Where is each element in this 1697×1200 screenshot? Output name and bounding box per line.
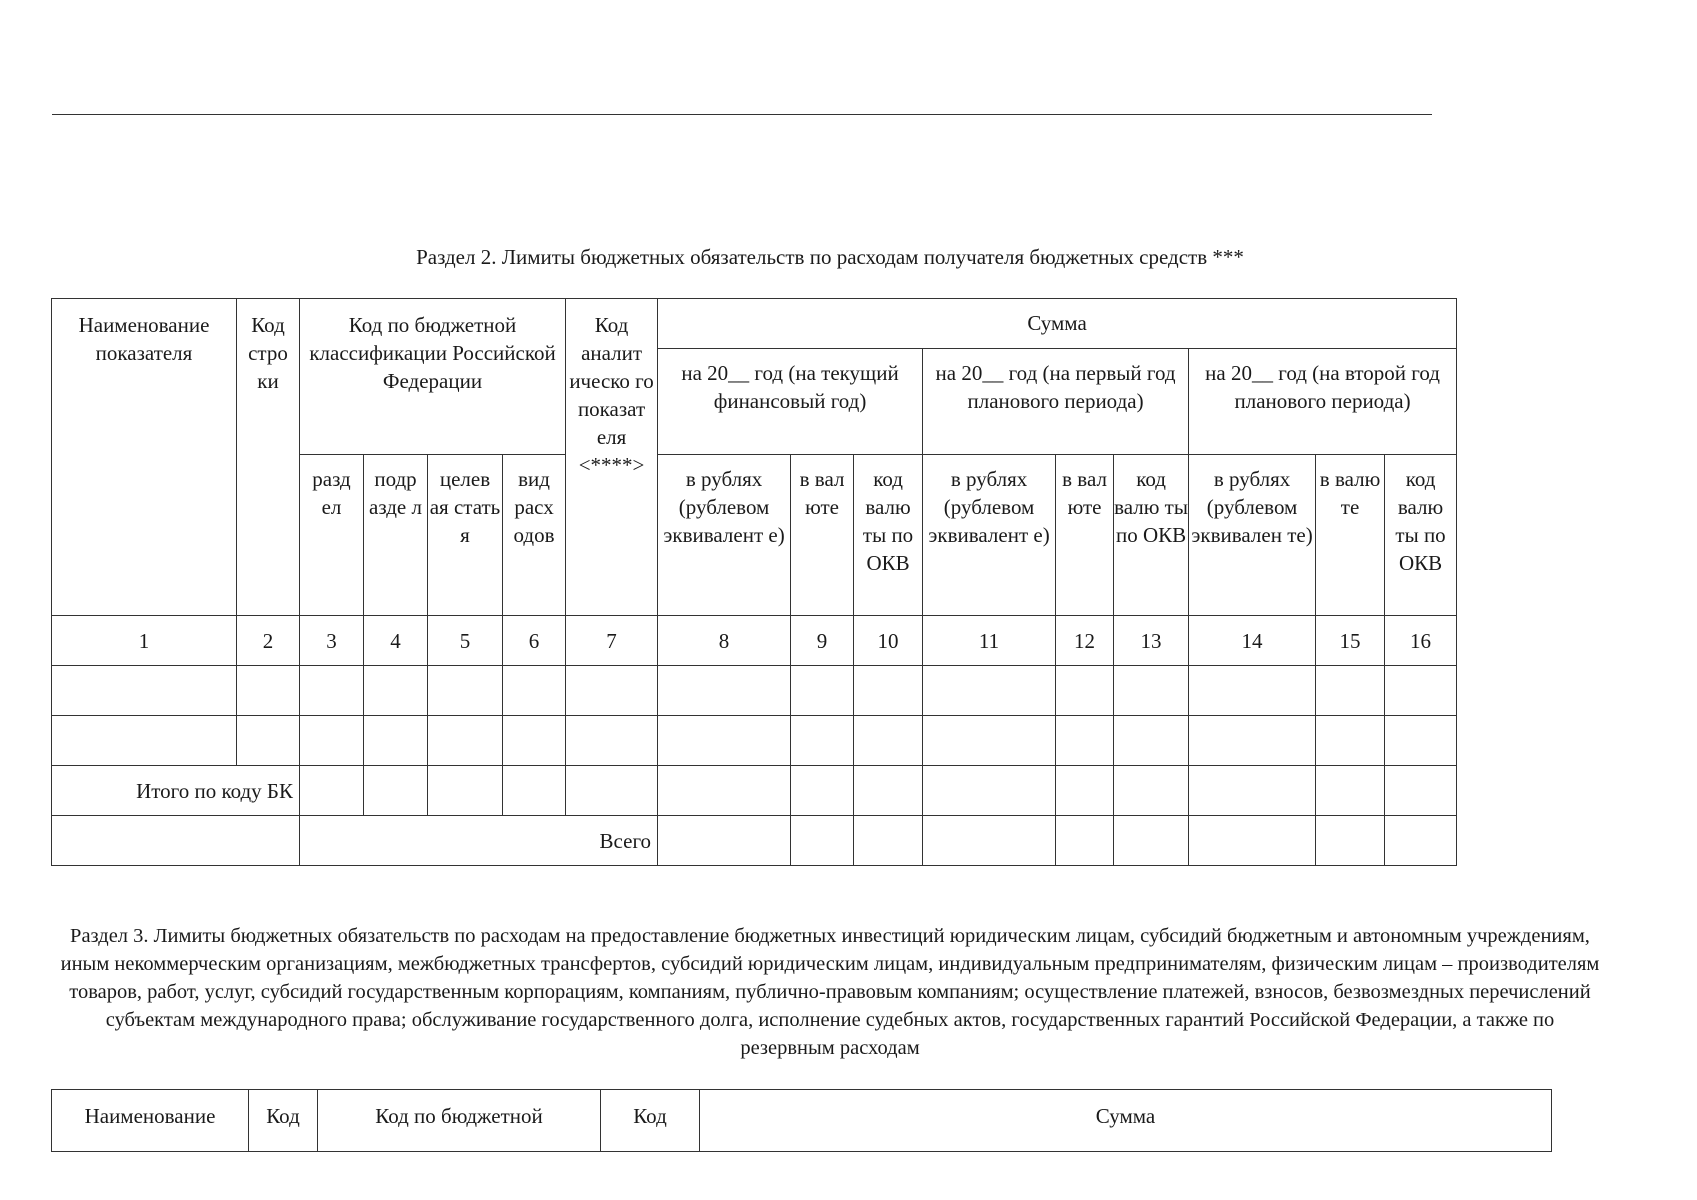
table-cell[interactable] (364, 766, 428, 816)
table-cell[interactable] (300, 766, 364, 816)
table-cell[interactable] (52, 666, 237, 716)
table-cell[interactable] (428, 666, 503, 716)
table-cell[interactable] (854, 666, 923, 716)
column-number: 16 (1385, 616, 1457, 666)
table-row (52, 716, 1457, 766)
header-year-current: на 20__ год (на текущий финансовый год) (658, 349, 923, 455)
table-cell[interactable] (300, 716, 364, 766)
table-cell[interactable] (854, 716, 923, 766)
table-cell[interactable] (1056, 816, 1114, 866)
table-cell[interactable] (791, 816, 854, 866)
total-bk-row (52, 766, 1457, 816)
header-indicator-name: Наименование показателя (52, 299, 237, 616)
column-number: 6 (503, 616, 566, 666)
column-number: 1 (52, 616, 237, 666)
table-cell[interactable] (658, 666, 791, 716)
column-number: 7 (566, 616, 658, 666)
header-currency-3: в валю те (1316, 455, 1385, 616)
table-cell[interactable] (1385, 666, 1457, 716)
table-cell[interactable] (854, 816, 923, 866)
section-2-title: Раздел 2. Лимиты бюджетных обязательств по расходам получателя бюджетных средств *** (416, 245, 1244, 269)
column-number: 3 (300, 616, 364, 666)
table-cell[interactable] (923, 666, 1056, 716)
table-cell[interactable] (1056, 766, 1114, 816)
header-okv-2: код валю ты по ОКВ (1114, 455, 1189, 616)
table-row (52, 666, 1457, 716)
table-cell[interactable] (503, 666, 566, 716)
table-cell[interactable] (1189, 816, 1316, 866)
table-cell[interactable] (1114, 766, 1189, 816)
table-cell[interactable] (428, 716, 503, 766)
table-cell[interactable] (300, 666, 364, 716)
header-expense-type: вид расх одов (503, 455, 566, 616)
table-cell[interactable] (1385, 766, 1457, 816)
top-rule (52, 114, 1432, 115)
header-okv-3: код валю ты по ОКВ (1385, 455, 1457, 616)
column-number: 2 (237, 616, 300, 666)
table-cell[interactable] (1385, 716, 1457, 766)
table-cell[interactable] (923, 766, 1056, 816)
column-number: 4 (364, 616, 428, 666)
header-rub-2: в рублях (рублевом эквивалент е) (923, 455, 1056, 616)
table-cell[interactable] (658, 816, 791, 866)
column-number: 11 (923, 616, 1056, 666)
header-analytic-code: Код аналит ическо го показат еля <****> (566, 299, 658, 616)
header-okv-1: код валю ты по ОКВ (854, 455, 923, 616)
column-number-row (52, 616, 1457, 666)
header-podrazdel: подр азде л (364, 455, 428, 616)
column-number: 10 (854, 616, 923, 666)
table-cell[interactable] (428, 766, 503, 816)
header-rub-1: в рублях (рублевом эквивалент е) (658, 455, 791, 616)
column-number: 9 (791, 616, 854, 666)
header-line-code: Код стро ки (237, 299, 300, 616)
section-3-table (51, 1089, 1552, 1152)
table-cell[interactable] (1189, 716, 1316, 766)
table-cell[interactable] (1189, 766, 1316, 816)
table-cell[interactable] (1056, 716, 1114, 766)
table-cell[interactable] (1189, 666, 1316, 716)
table-cell[interactable] (923, 816, 1056, 866)
table-cell[interactable] (237, 716, 300, 766)
s3-header-name: Наименование (52, 1090, 249, 1152)
column-number: 13 (1114, 616, 1189, 666)
table-cell[interactable] (854, 766, 923, 816)
column-number: 5 (428, 616, 503, 666)
table-cell[interactable] (364, 716, 428, 766)
s3-header-code: Код (249, 1090, 318, 1152)
column-number: 12 (1056, 616, 1114, 666)
table-cell[interactable] (1316, 716, 1385, 766)
header-rub-3: в рублях (рублевом эквивален те) (1189, 455, 1316, 616)
table-cell[interactable] (1114, 716, 1189, 766)
total-bk-label: Итого по коду БК (52, 766, 300, 816)
s3-header-sum: Сумма (700, 1090, 1552, 1152)
table-cell[interactable] (658, 716, 791, 766)
table-cell[interactable] (1056, 666, 1114, 716)
table-cell[interactable] (1385, 816, 1457, 866)
table-cell[interactable] (1316, 766, 1385, 816)
table-cell[interactable] (791, 666, 854, 716)
header-currency-1: в вал юте (791, 455, 854, 616)
table-cell[interactable] (52, 716, 237, 766)
table-cell[interactable] (658, 766, 791, 816)
table-cell[interactable] (566, 716, 658, 766)
table-cell[interactable] (791, 716, 854, 766)
table-cell[interactable] (503, 766, 566, 816)
table-cell[interactable] (503, 716, 566, 766)
table-cell[interactable] (1114, 666, 1189, 716)
table-cell[interactable] (923, 716, 1056, 766)
header-sum: Сумма (658, 299, 1457, 349)
table-cell (52, 816, 300, 866)
table-cell[interactable] (566, 666, 658, 716)
table-cell[interactable] (791, 766, 854, 816)
grand-total-label: Всего (300, 816, 658, 866)
section-2-table (51, 298, 1457, 866)
header-razdel: разд ел (300, 455, 364, 616)
column-number: 8 (658, 616, 791, 666)
header-year-plan-2: на 20__ год (на второй год планового периода) (1189, 349, 1457, 455)
column-number: 15 (1316, 616, 1385, 666)
table-cell[interactable] (237, 666, 300, 716)
s3-header-analytic-code: Код (601, 1090, 700, 1152)
s3-header-budget-classification: Код по бюджетной (318, 1090, 601, 1152)
grand-total-row (52, 816, 1457, 866)
table-cell[interactable] (1316, 666, 1385, 716)
table-cell[interactable] (1316, 816, 1385, 866)
table-cell[interactable] (1114, 816, 1189, 866)
header-currency-2: в вал юте (1056, 455, 1114, 616)
table-cell[interactable] (364, 666, 428, 716)
header-year-plan-1: на 20__ год (на первый год планового периода) (923, 349, 1189, 455)
header-budget-classification: Код по бюджетной классификации Российской Федерации (300, 299, 566, 455)
header-target-item: целев ая стать я (428, 455, 503, 616)
column-number: 14 (1189, 616, 1316, 666)
section-3-title: Раздел 3. Лимиты бюджетных обязательств по расходам на предоставление бюджетных инвестиций юридическим лицам, субсидий бюджетным и автономным учреждениям, иным некоммерческим организациям, межбюджетных трансфертов, субсидий юридическим лицам, индивидуальным предпринимателям, физическим лицам – производителям товаров, работ, услуг, субсидий государственным корпорациям, компаниям, публично-правовым компаниям; осуществление платежей, взносов, безвозмездных перечислений субъектам международного права; обслуживание государственного долга, исполнение судебных актов, государственных гарантий Российской Федерации, а также по резервным расходам (60, 925, 1600, 1059)
table-cell[interactable] (566, 766, 658, 816)
